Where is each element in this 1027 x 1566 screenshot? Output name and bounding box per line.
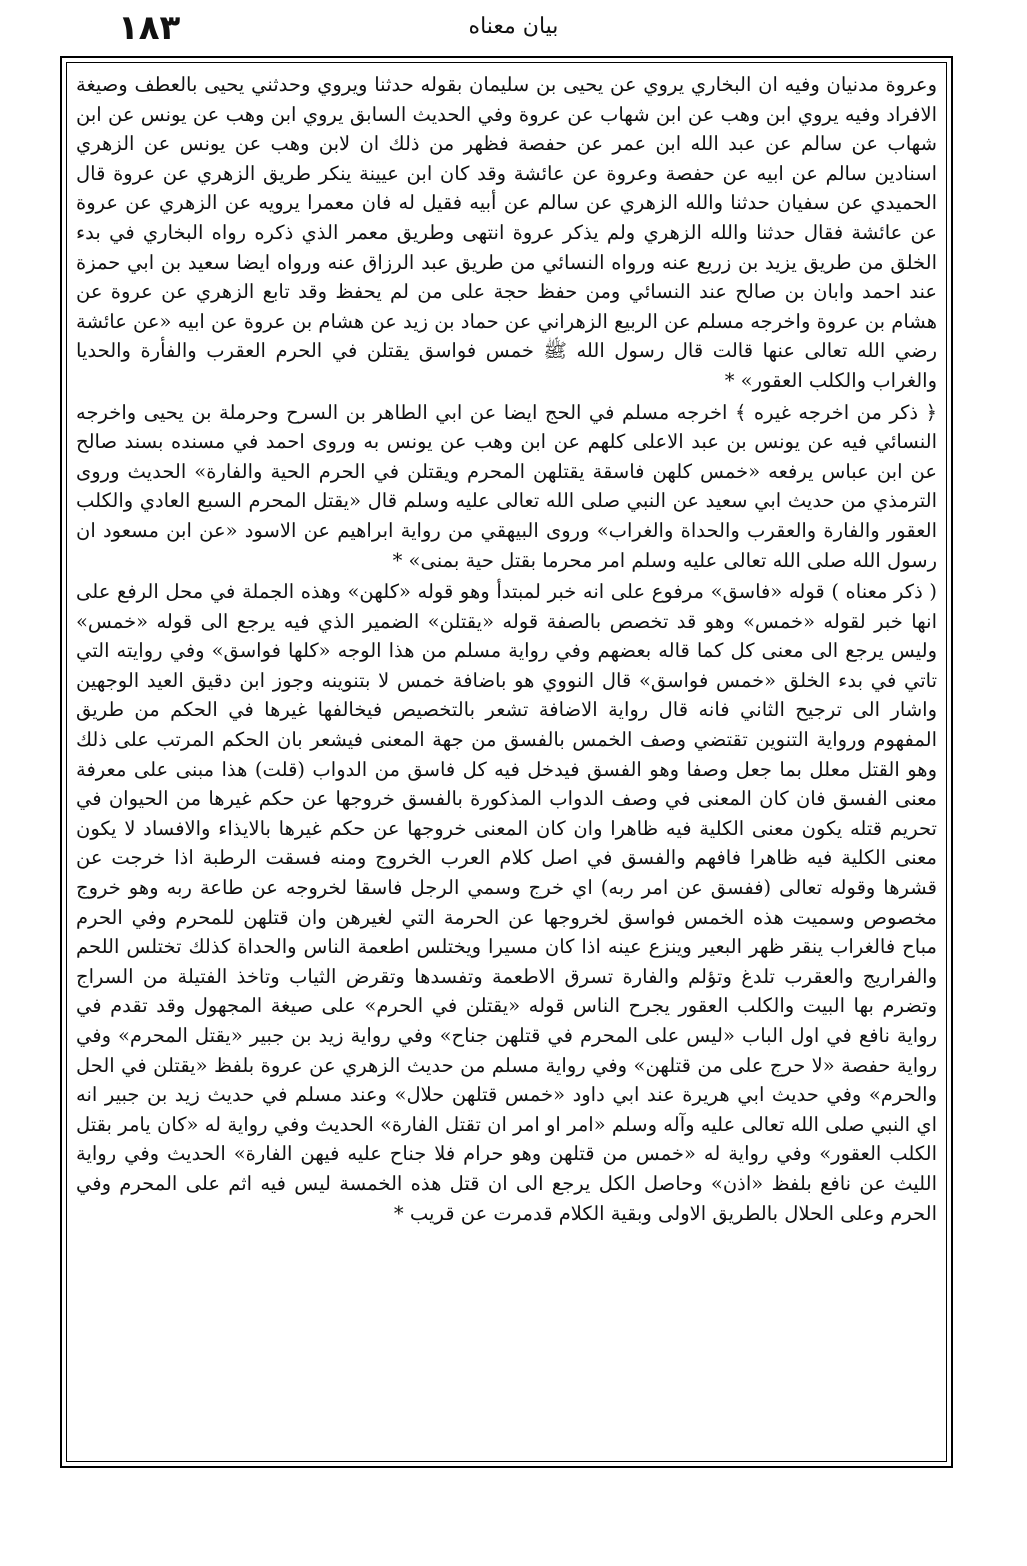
text-frame bbox=[60, 56, 953, 1468]
paragraph-other-narrators: ﴿ ذكر من اخرجه غيره ﴾ اخرجه مسلم في الحج ايضا عن ابي الطاهر بن السرح وحرملة بن يحيى واخرجه النسائي فيه عن يونس بن عبد الاعلى كلهم عن ابن وهب عن يونس به وروى احمد في مسنده بسند صالح عن ابن عباس يرفعه «خمس كلهن فاسقة يقتلهن المحرم ويقتلن في الحرم الحية والفارة» الحديث وروى الترمذي من حديث ابي سعيد عن النبي صلى الله تعالى عليه وسلم قال «يقتل المحرم السبع العادي والكلب العقور والفارة والعقرب والحداة والغراب» وروى البيهقي من رواية ابراهيم عن الاسود «عن ابن مسعود ان رسول الله صلى الله تعالى عليه وسلم امر محرما بقتل حية بمنى» * bbox=[76, 400, 937, 572]
paragraph-meaning: ( ذكر معناه ) قوله «فاسق» مرفوع على انه خبر لمبتدأ وهو قوله «كلهن» وهذه الجملة في محل الرفع على انها خبر لقوله «خمس» وهو قد تخصص بالصفة قوله «يقتلن» الضمير الذي فيه يرجع الى قوله «خمس» وليس يرجع الى معنى كل كما قاله بعضهم وفي رواية مسلم من هذا الوجه «كلها فواسق» وفي روايته التي تاتي في بدء الخلق «خمس فواسق» قال النووي هو باضافة خمس لا بتنوينه وجوز ابن دقيق العيد الوجهين واشار الى ترجيح الثاني فانه قال رواية الاضافة تشعر بالتخصيص فيخالفها غيرها في الحكم من طريق المفهوم ورواية التنوين تقتضي وصف الخمس بالفسق من جهة المعنى فيشعر بان الحكم المرتب على ذلك وهو القتل معلل بما جعل وصفا وهو الفسق فيدخل فيه كل فاسق من الدواب (قلت) هذا مبنى على معرفة معنى الفسق فان كان المعنى في وصف الدواب المذكورة بالفسق خروجها عن حكم غيرها من الحيوان في تحريم قتله يكون معنى الكلية فيه ظاهرا وان كان المعنى خروجها عن حكم غيرها بالايذاء والافساد لا يكون معنى الكلية فيه ظاهرا فافهم والفسق في اصل كلام العرب الخروج ومنه فسقت الرطبة اذا خرجت عن قشرها وقوله تعالى (ففسق عن امر ربه) اي خرج وسمي الرجل فاسقا لخروجه عن طاعة ربه وهو خروج مخصوص وسميت هذه الخمس فواسق لخروجها عن الحرمة التي لغيرهن وان قتلهن للمحرم وفي الحرم مباح فالغراب ينقر ظهر البعير وينزع عينه اذا كان مسيرا ويختلس اطعمة الناس والحداة كذلك تختلس اللحم والفراريج والعقرب تلدغ وتؤلم والفارة تسرق الاطعمة وتفسدها وتقرض الثياب وتاخذ الفتيلة من السراج وتضرم بها البيت والكلب العقور يجرح الناس قوله «يقتلن في الحرم» على صيغة المجهول وقد تقدم في رواية نافع في اول الباب «ليس على المحرم في قتلهن جناح» وفي رواية زيد بن جبير «يقتل المحرم» وفي رواية حفصة «لا حرج على من قتلهن» وفي رواية مسلم من حديث الزهري عن عروة بلفظ «يقتلن في الحل والحرم» وفي حديث ابي هريرة عند ابي داود «خمس قتلهن حلال» وعند مسلم في حديث زيد بن جبير انه اي النبي صلى الله تعالى عليه وآله وسلم «امر او امر ان تقتل الفارة» الحديث وفي رواية له «كان يامر بقتل الكلب العقور» وفي رواية له «خمس من قتلهن وهو حرام فلا جناح عليه فيهن الفارة» الحديث وفي رواية الليث عن نافع بلفظ «اذن» وحاصل الكل يرجع الى ان قتل هذه الخمسة ليس فيه اثم على المحرم وفي الحرم وعلى الحلال بالطريق الاولى وبقية الكلام قدمرت عن قريب * bbox=[76, 580, 937, 1225]
running-title: بيان معناه bbox=[468, 14, 559, 39]
page-number: ١٨٣ bbox=[118, 8, 181, 48]
paragraph-isnad: وعروة مدنيان وفيه ان البخاري يروي عن يحيى بن سليمان بقوله حدثنا ويروي وحدثني يحيى بالعطف وصيغة الافراد وفيه يروي ابن وهب عن ابن شهاب عن عروة وفي الحديث السابق يروي ابن وهب عن يونس عن ابن شهاب عن سالم عن عبد الله ابن عمر عن حفصة فظهر من ذلك ان لابن وهب عن يونس عن الزهري اسنادين سالم عن ابيه عن حفصة وعروة عن عائشة وقد كان ابن عيينة ينكر طريق الزهري عن عروة قال الحميدي عن سفيان حدثنا والله الزهري عن سالم عن أبيه فقيل له فان معمرا يرويه عن الزهري عن عروة عن عائشة فقال حدثنا والله الزهري ولم يذكر عروة انتهى وطريق معمر الذي ذكره رواه البخاري في بدء الخلق من طريق يزيد بن زريع عنه ورواه النسائي من طريق عبد الرزاق عنه ورواه ايضا سعيد بن ابي حمزة عند احمد وابان بن صالح عند النسائي ومن حفظ حجة على من لم يحفظ وقد تابع الزهري عن عروة عن هشام بن عروة واخرجه مسلم عن الربيع الزهراني عن حماد بن زيد عن هشام بن عروة عن ابيه «عن عائشة رضي الله تعالى عنها قالت قال رسول الله ﷺ خمس فواسق يقتلن في الحرم العقرب والفأرة والحديا والغراب والكلب العقور» * bbox=[76, 73, 937, 392]
page-header bbox=[0, 8, 1027, 48]
